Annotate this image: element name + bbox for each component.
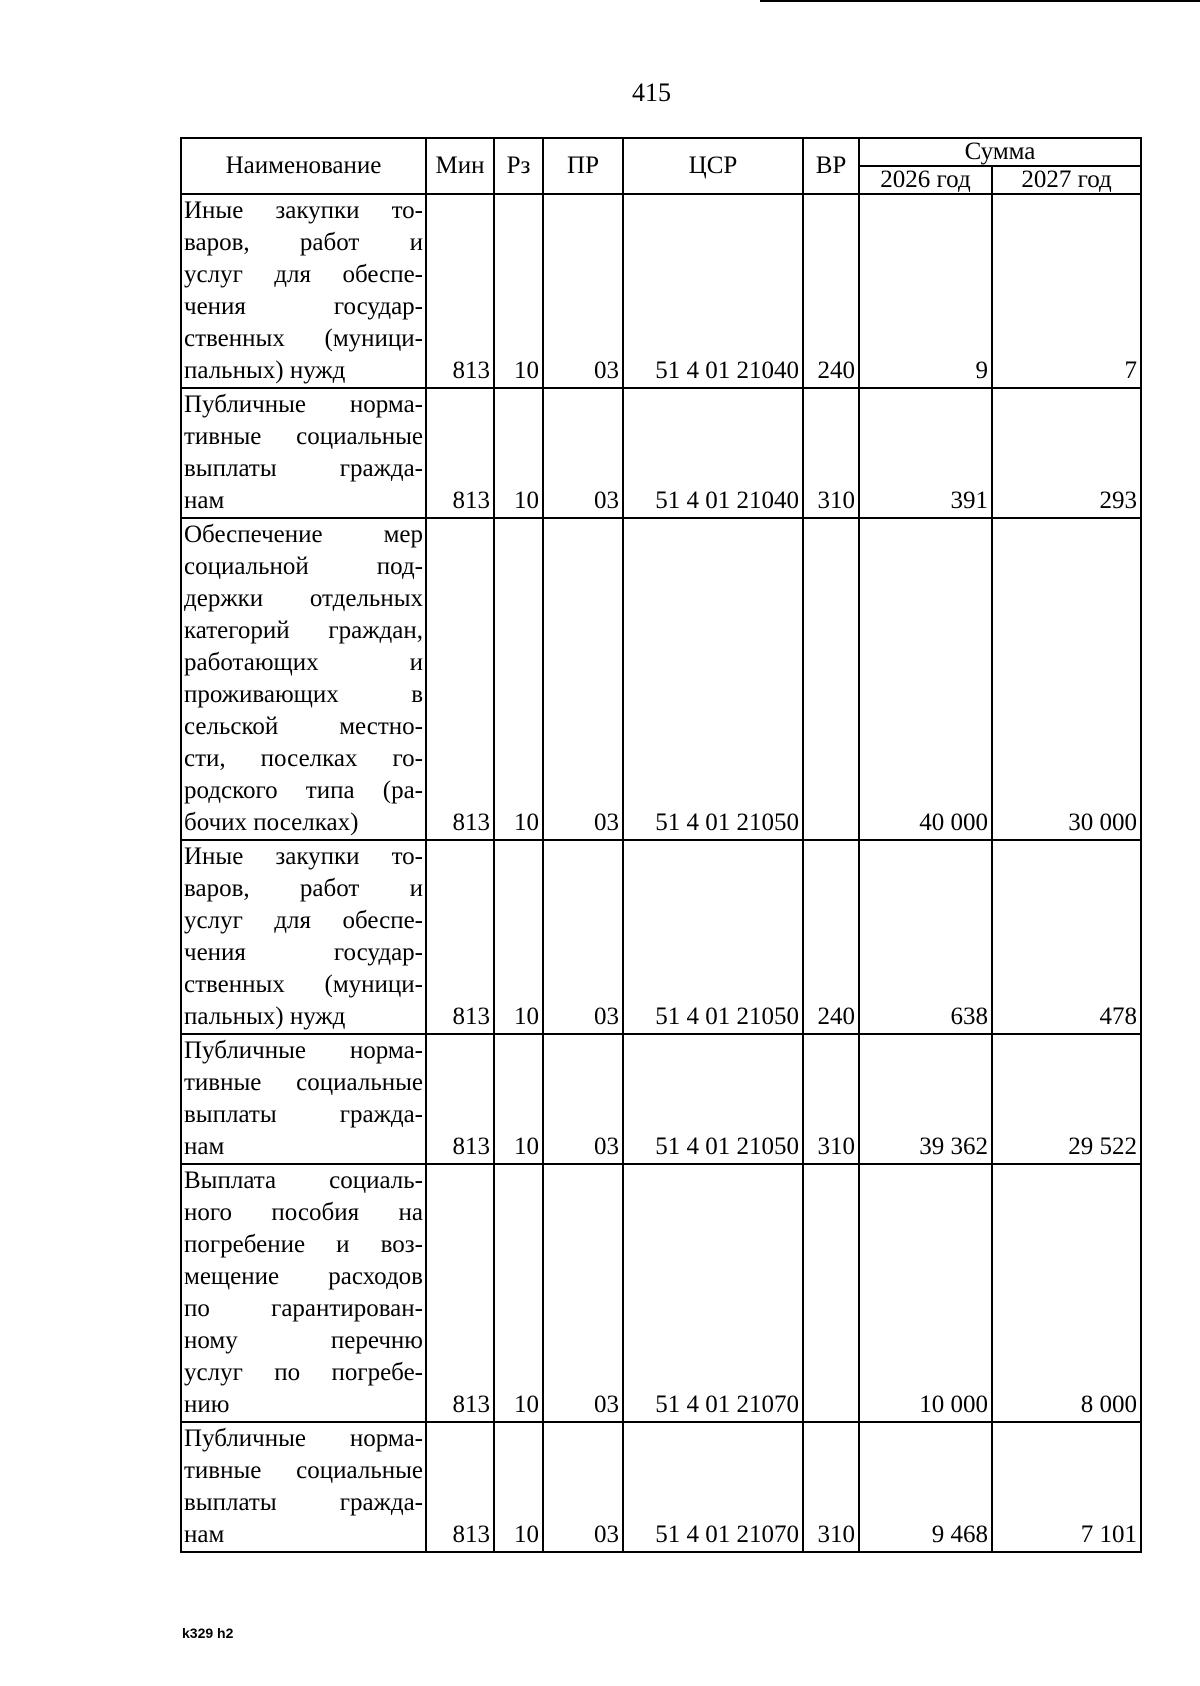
cell-rz: 10 <box>494 840 543 1034</box>
cell-name: Иные закупки то- варов, работ и услуг для обеспе- чения государ- ственных (муници- пальных) нужд <box>181 840 426 1034</box>
scan-edge-line <box>760 0 1200 2</box>
cell-csr: 51 4 01 21050 <box>623 1034 803 1164</box>
cell-min: 813 <box>426 388 494 518</box>
cell-sum-2026: 9 <box>859 194 992 388</box>
cell-vr: 310 <box>803 1034 859 1164</box>
header-year-2027: 2027 год <box>992 166 1141 194</box>
cell-min: 813 <box>426 1164 494 1422</box>
header-rz: Рз <box>494 138 543 194</box>
cell-pr: 03 <box>543 1034 623 1164</box>
cell-sum-2026: 39 362 <box>859 1034 992 1164</box>
cell-min: 813 <box>426 840 494 1034</box>
cell-sum-2027: 7 101 <box>992 1422 1141 1552</box>
cell-name: Обеспечение мер социальной под- держки отдельных категорий граждан, работающих и проживающих в сельской местно- сти, поселках го- родского типа (ра- бочих поселках) <box>181 518 426 840</box>
header-vr: ВР <box>803 138 859 194</box>
cell-min: 813 <box>426 518 494 840</box>
cell-vr: 310 <box>803 1422 859 1552</box>
cell-rz: 10 <box>494 518 543 840</box>
cell-sum-2027: 7 <box>992 194 1141 388</box>
cell-sum-2027: 30 000 <box>992 518 1141 840</box>
table-row <box>181 388 1141 518</box>
cell-rz: 10 <box>494 1422 543 1552</box>
cell-sum-2027: 8 000 <box>992 1164 1141 1422</box>
header-pr: ПР <box>543 138 623 194</box>
cell-name: Публичные норма- тивные социальные выплаты гражда- нам <box>181 388 426 518</box>
cell-csr: 51 4 01 21040 <box>623 194 803 388</box>
table-row <box>181 1164 1141 1422</box>
cell-pr: 03 <box>543 1422 623 1552</box>
cell-vr: 240 <box>803 840 859 1034</box>
cell-sum-2027: 293 <box>992 388 1141 518</box>
cell-rz: 10 <box>494 1164 543 1422</box>
cell-sum-2027: 29 522 <box>992 1034 1141 1164</box>
cell-sum-2026: 10 000 <box>859 1164 992 1422</box>
cell-sum-2026: 638 <box>859 840 992 1034</box>
budget-table-body <box>181 194 1141 1552</box>
cell-rz: 10 <box>494 1034 543 1164</box>
table-row <box>181 1422 1141 1552</box>
cell-sum-2026: 391 <box>859 388 992 518</box>
cell-csr: 51 4 01 21040 <box>623 388 803 518</box>
cell-csr: 51 4 01 21070 <box>623 1422 803 1552</box>
cell-vr: 310 <box>803 388 859 518</box>
cell-name: Публичные норма- тивные социальные выплаты гражда- нам <box>181 1422 426 1552</box>
cell-rz: 10 <box>494 388 543 518</box>
cell-pr: 03 <box>543 1164 623 1422</box>
cell-min: 813 <box>426 1034 494 1164</box>
cell-pr: 03 <box>543 194 623 388</box>
cell-csr: 51 4 01 21050 <box>623 518 803 840</box>
cell-pr: 03 <box>543 518 623 840</box>
table-row <box>181 1034 1141 1164</box>
header-name: Наименование <box>181 138 426 194</box>
cell-sum-2027: 478 <box>992 840 1141 1034</box>
cell-min: 813 <box>426 1422 494 1552</box>
table-row <box>181 840 1141 1034</box>
table-row <box>181 194 1141 388</box>
cell-name: Выплата социаль- ного пособия на погребение и воз- мещение расходов по гарантирован- ному перечню услуг по погребе- нию <box>181 1164 426 1422</box>
cell-vr <box>803 518 859 840</box>
header-row <box>181 138 1141 166</box>
cell-name: Иные закупки то- варов, работ и услуг для обеспе- чения государ- ственных (муници- пальных) нужд <box>181 194 426 388</box>
table-row <box>181 518 1141 840</box>
cell-pr: 03 <box>543 840 623 1034</box>
cell-pr: 03 <box>543 388 623 518</box>
cell-name: Публичные норма- тивные социальные выплаты гражда- нам <box>181 1034 426 1164</box>
cell-rz: 10 <box>494 194 543 388</box>
cell-sum-2026: 9 468 <box>859 1422 992 1552</box>
cell-sum-2026: 40 000 <box>859 518 992 840</box>
cell-vr <box>803 1164 859 1422</box>
cell-csr: 51 4 01 21050 <box>623 840 803 1034</box>
budget-table <box>180 137 1142 1553</box>
cell-csr: 51 4 01 21070 <box>623 1164 803 1422</box>
cell-min: 813 <box>426 194 494 388</box>
header-sum: Сумма <box>859 138 1141 166</box>
header-csr: ЦСР <box>623 138 803 194</box>
cell-vr: 240 <box>803 194 859 388</box>
page-number: 415 <box>632 78 671 107</box>
header-year-2026: 2026 год <box>859 166 992 194</box>
footer-code: k329 h2 <box>182 1625 234 1641</box>
header-min: Мин <box>426 138 494 194</box>
